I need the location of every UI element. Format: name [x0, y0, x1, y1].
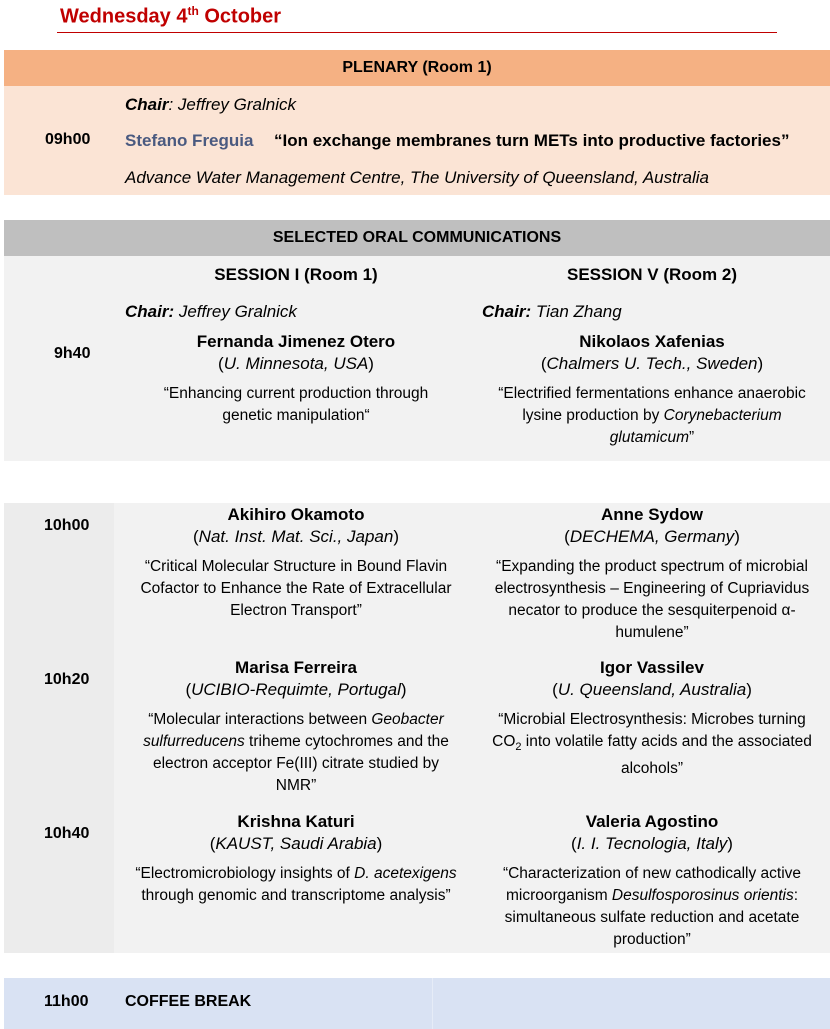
talk-title: “Enhancing current production through genetic manipulation“	[163, 385, 429, 424]
talk-block-right	[472, 332, 830, 449]
speaker-affiliation: (KAUST, Saudi Arabia)	[209, 834, 383, 853]
talk-title: “Electrified fermentations enhance anaerobic lysine production by Corynebacterium glutamicum”	[498, 385, 806, 446]
speaker-name: Valeria Agostino	[585, 812, 719, 831]
plenary-talk-title: “Ion exchange membranes turn METs into productive factories”	[274, 131, 790, 150]
talk-block-left	[116, 505, 476, 622]
title-underline	[57, 32, 777, 33]
talk-block-left	[116, 658, 476, 797]
speaker-affiliation: (I. I. Tecnologia, Italy)	[571, 834, 733, 853]
talk-title: “Molecular interactions between Geobacter sulfurreducens triheme cytochromes and the electron acceptor Fe(III) citrate studied by NMR”	[143, 711, 449, 794]
slot-time: 10h00	[44, 517, 90, 534]
coffee-divider	[432, 978, 433, 1029]
slot-time: 9h40	[54, 345, 91, 362]
orals-banner: SELECTED ORAL COMMUNICATIONS	[4, 220, 830, 256]
plenary-chair: Chair: Jeffrey Gralnick	[125, 95, 297, 114]
slot-time: 10h40	[44, 825, 90, 842]
speaker-affiliation: (U. Queensland, Australia)	[552, 680, 752, 699]
speaker-name: Marisa Ferreira	[235, 658, 357, 677]
talk-title: “Characterization of new cathodically active microorganism Desulfosporosinus orientis: simultaneous sulfate reduction and acetate production”	[502, 865, 802, 948]
speaker-name: Anne Sydow	[600, 505, 703, 524]
speaker-name: Krishna Katuri	[237, 812, 355, 831]
coffee-label: COFFEE BREAK	[125, 993, 252, 1010]
speaker-affiliation: (DECHEMA, Germany)	[564, 527, 740, 546]
plenary-banner: PLENARY (Room 1)	[4, 50, 830, 86]
speaker-name: Akihiro Okamoto	[227, 505, 365, 524]
session1-heading: SESSION I (Room 1)	[214, 265, 378, 284]
speaker-affiliation: (U. Minnesota, USA)	[218, 354, 374, 373]
session1-chair: Chair: Jeffrey Gralnick	[125, 302, 297, 321]
plenary-time: 09h00	[45, 131, 91, 148]
speaker-affiliation: (Chalmers U. Tech., Sweden)	[540, 354, 764, 373]
talk-block-right	[472, 505, 830, 644]
speaker-name: Nikolaos Xafenias	[579, 332, 725, 351]
speaker-name: Fernanda Jimenez Otero	[196, 332, 396, 351]
speaker-affiliation: (UCIBIO-Requimte, Portugal)	[185, 680, 407, 699]
talk-block-right	[472, 812, 830, 951]
talk-title: “Microbial Electrosynthesis: Microbes turning $CO_2$ into volatile fatty acids and the associated alcohols”	[492, 711, 812, 778]
slot-time: 10h20	[44, 671, 90, 688]
speaker-name: Igor Vassilev	[600, 658, 704, 677]
plenary-speaker: Stefano Freguia	[125, 131, 254, 150]
day-title: Wednesday 4th October	[60, 4, 282, 28]
talk-title: “Electromicrobiology insights of D. acetexigens through genomic and transcriptome analysis”	[135, 865, 457, 904]
talk-block-right	[472, 658, 830, 780]
time-column-divider	[4, 503, 114, 953]
plenary-affiliation: Advance Water Management Centre, The University of Queensland, Australia	[125, 168, 709, 187]
talk-title: “Expanding the product spectrum of microbial electrosynthesis – Engineering of Cupriavidus necator to produce the sesquiterpenoid α- humulene”	[494, 558, 810, 641]
session2-chair: Chair: Tian Zhang	[482, 302, 622, 321]
coffee-time: 11h00	[44, 993, 89, 1010]
talk-title: “Critical Molecular Structure in Bound Flavin Cofactor to Enhance the Rate of Extracellular Electron Transport”	[140, 558, 452, 619]
speaker-affiliation: (Nat. Inst. Mat. Sci., Japan)	[193, 527, 399, 546]
talk-block-left	[116, 332, 476, 427]
session2-heading: SESSION V (Room 2)	[566, 265, 738, 284]
talk-block-left	[116, 812, 476, 907]
